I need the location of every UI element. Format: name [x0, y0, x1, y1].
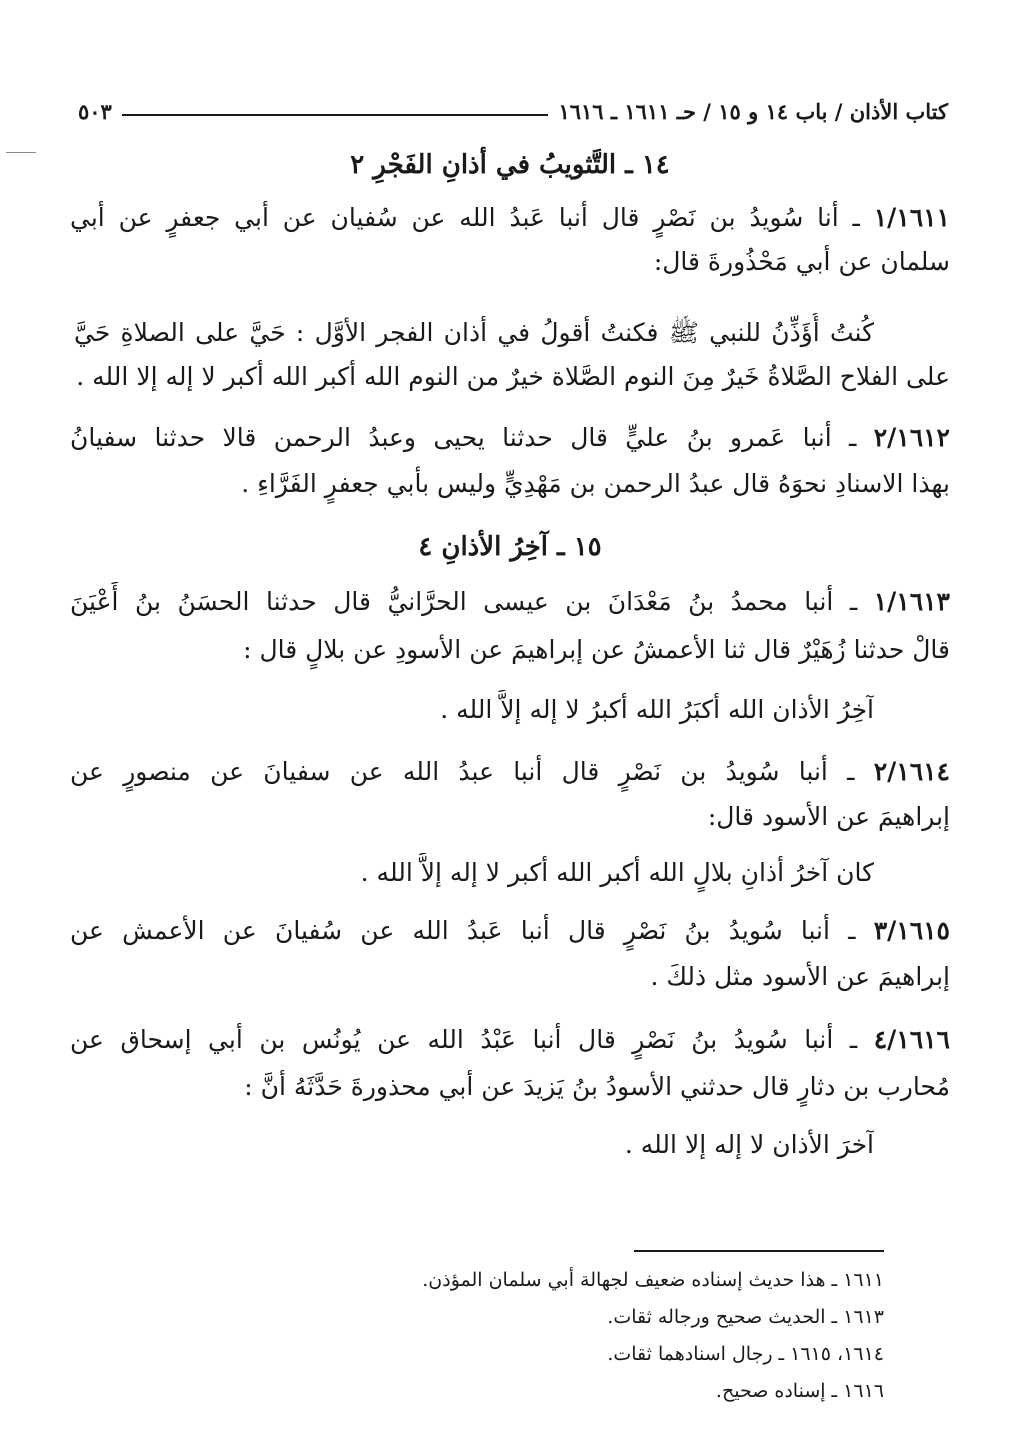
hadith-1616-text1: ـ أنبا سُويدُ بنُ نَصْرٍ قال أنبا عَبْدُ الله عن يُونُس بن أبي إسحاق عن [70, 1025, 858, 1054]
hadith-1611-matn-line2: على الفلاح الصَّلاةُ خَيرٌ مِنَ النوم الصَّلاة خيرٌ من النوم الله أكبر الله أكبر لا إله إلا الله . [76, 362, 950, 391]
margin-mark [6, 152, 36, 153]
hadith-1611-isnad-line2: سلمان عن أبي مَحْذُورةَ قال: [653, 247, 950, 276]
page-number: ٥٠٣ [78, 99, 112, 124]
hadith-1611-isnad-line1 [70, 198, 950, 238]
hadith-1616-number: ٤/١٦١٦ [873, 1025, 950, 1054]
footnote-1613: ١٦١٣ ـ الحديث صحيح ورجاله ثقات. [607, 1306, 884, 1328]
hadith-1614-text1: ـ أنبا سُويدُ بن نَصْرٍ قال أنبا عبدُ الله عن سفيانَ عن منصورٍ عن [70, 757, 855, 786]
hadith-1615-line2: إبراهيمَ عن الأسود مثل ذلكَ . [650, 962, 950, 991]
hadith-1616-line2: مُحارب بن دثارٍ قال حدثني الأسودُ بنُ يَزيدَ عن أبي محذورةَ حَدَّثَهُ أنَّ : [244, 1072, 950, 1101]
hadith-1613-text1: ـ أنبا محمدُ بنُ مَعْدَانَ بن عيسى الحرَّانيُّ قال حدثنا الحسَنُ بنُ أَعْيَنَ [70, 587, 858, 616]
hadith-1614-number: ٢/١٦١٤ [873, 757, 950, 786]
hadith-1614-matn: كان آخرُ أذانِ بلالٍ الله أكبر الله أكبر لا إله إلاَّ الله . [360, 858, 874, 887]
footnote-1614-1615: ١٦١٤، ١٦١٥ ـ رجال اسنادهما ثقات. [607, 1343, 884, 1365]
hadith-1612-line2: بهذا الاسنادِ نحوَهُ قال عبدُ الرحمن بن مَهْدِيٍّ وليس بأبي جعفرٍ الفَرَّاءِ . [241, 469, 950, 498]
hadith-1615-number: ٣/١٦١٥ [873, 916, 950, 945]
hadith-1616-matn: آخرَ الأذان لا إله إلا الله . [624, 1130, 874, 1159]
hadith-1613-line2: قالْ حدثنا زُهَيْرٌ قال ثنا الأعمشُ عن إبراهيمَ عن الأسودِ عن بلالٍ قال : [243, 635, 950, 664]
hadith-1613-matn: آخِرُ الأذان الله أكبَرُ الله أكبرُ لا إله إلاَّ الله . [440, 695, 874, 724]
hadith-1615-line1 [70, 911, 950, 951]
hadith-1611-matn-line1: كُنتُ أُؤَذِّنُ للنبي ﷺ فكنتُ أقولُ في أذان الفجر الأوَّل : حَيَّ على الصلاةِ حَيَّ [74, 318, 874, 347]
hadith-1615-text1: ـ أنبا سُويدُ بنُ نَصْرٍ قال أنبا عَبدُ الله عن سُفيانَ عن الأعمش عن [70, 916, 856, 945]
footnote-separator [634, 1250, 884, 1252]
hadith-1611-isnad-text1: ـ أنا سُويدُ بن نَصْرٍ قال أنبا عَبدُ الله عن سُفيان عن أبي جعفرٍ عن أبي [70, 203, 860, 232]
footnote-1611: ١٦١١ ـ هذا حديث إسناده ضعيف لجهالة أبي سلمان المؤذن. [422, 1269, 884, 1291]
hadith-1612-text1: ـ أنبا عَمرو بنُ عليٍّ قال حدثنا يحيى وعبدُ الرحمن قالا حدثنا سفيانُ [70, 423, 857, 452]
hadith-1612-line1 [70, 418, 950, 458]
hadith-1614-line1 [70, 752, 950, 792]
hadith-1613-number: ١/١٦١٣ [873, 587, 950, 616]
hadith-1611-number: ١/١٦١١ [873, 203, 950, 232]
running-head [78, 96, 948, 128]
running-head-rule [122, 114, 549, 116]
hadith-1613-line1 [70, 582, 950, 622]
footnote-1616: ١٦١٦ ـ إسناده صحيح. [715, 1380, 884, 1402]
chapter-heading-14: ١٤ ـ التَّثويبُ في أذانِ الفَجْرِ ٢ [350, 150, 670, 180]
hadith-1616-line1 [70, 1020, 950, 1060]
chapter-heading-15: ١٥ ـ آخِرُ الأذانِ ٤ [418, 532, 602, 562]
running-head-title: كتاب الأذان / باب ١٤ و ١٥ / حـ ١٦١١ ـ ١٦١٦ [558, 99, 948, 124]
hadith-1614-line2: إبراهيمَ عن الأسود قال: [707, 802, 950, 831]
hadith-1612-number: ٢/١٦١٢ [873, 423, 950, 452]
